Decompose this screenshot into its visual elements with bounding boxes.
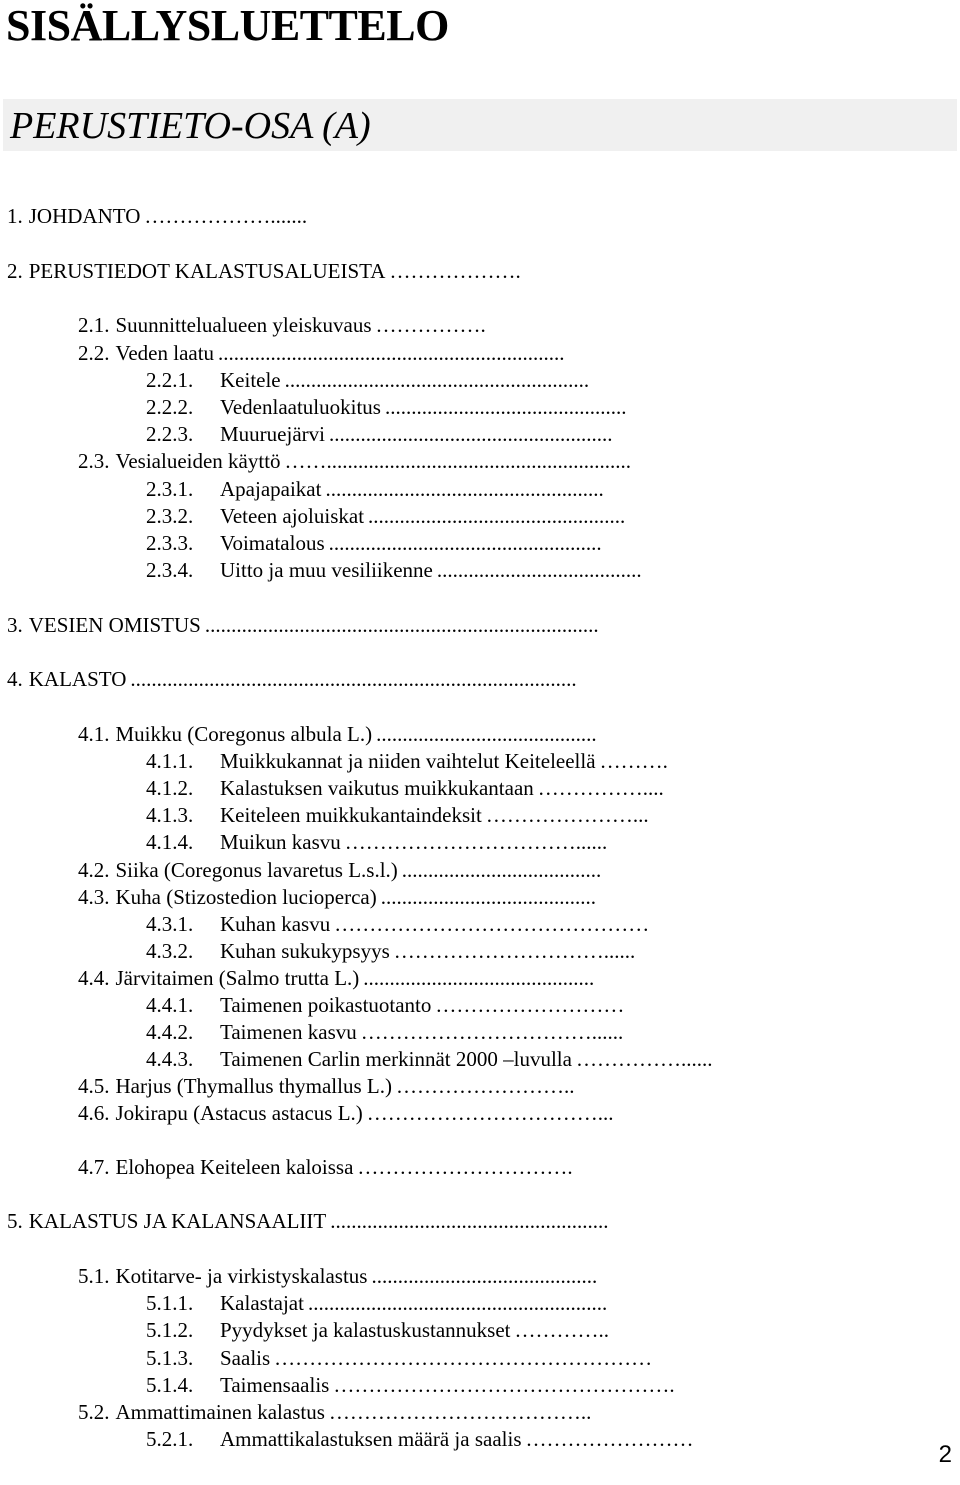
- toc-entry: [78, 312, 785, 339]
- toc-entry: [78, 1100, 785, 1127]
- toc-entry-title: Kuhan sukukypsyys: [220, 939, 390, 963]
- document-title: SISÄLLYSLUETTELO: [6, 1, 449, 50]
- toc-entry-number: 2.1.: [78, 313, 110, 337]
- toc-entry-title: JOHDANTO: [28, 204, 141, 228]
- toc-entry-leader: .....................................................: [325, 477, 604, 501]
- toc-entry-number: 3.: [7, 613, 23, 637]
- toc-entry-title: Järvitaimen (Salmo trutta L.): [115, 966, 360, 990]
- toc-entry-number: 4.1.1.: [146, 749, 194, 773]
- toc-entry-title: Keitele: [220, 368, 281, 392]
- toc-entry-number: 4.4.: [78, 966, 110, 990]
- toc-entry-leader: ..............................................: [384, 395, 627, 419]
- toc-entry: [78, 1073, 785, 1100]
- toc-entry-title: Harjus (Thymallus thymallus L.): [115, 1074, 392, 1098]
- toc-entry-leader: .......................................: [436, 558, 642, 582]
- toc-entry: [78, 448, 785, 475]
- toc-entry: [78, 1154, 785, 1181]
- toc-entry-number: 1.: [7, 204, 23, 228]
- toc-entry-leader: ....................................................: [328, 531, 602, 555]
- toc-entry-title: VESIEN OMISTUS: [28, 613, 201, 637]
- toc-entry-title: Muikun kasvu: [220, 830, 341, 854]
- toc-entry: [146, 1019, 785, 1046]
- toc-entry-title: Kuhan kasvu: [220, 912, 331, 936]
- toc-entry-number: 2.2.: [78, 341, 110, 365]
- toc-entry-title: PERUSTIEDOT KALASTUSALUEISTA: [28, 259, 386, 283]
- toc-entry-number: 5.: [7, 1209, 23, 1233]
- toc-entry: [7, 1208, 785, 1235]
- toc-entry-number: 5.2.1.: [146, 1427, 194, 1451]
- toc-entry-number: 2.3.3.: [146, 531, 194, 555]
- section-heading: PERUSTIETO-OSA (A): [10, 105, 371, 147]
- toc-entry: [146, 503, 785, 530]
- toc-entry-leader: ..................................................................: [218, 341, 565, 365]
- toc-entry-leader: ……….: [599, 749, 668, 773]
- toc-entry-title: Kalastuksen vaikutus muikkukantaan: [220, 776, 534, 800]
- toc-entry: [78, 965, 785, 992]
- toc-entry-leader: ............................................: [363, 966, 595, 990]
- toc-entry: [146, 911, 785, 938]
- toc-entry-number: 2.2.1.: [146, 368, 194, 392]
- toc-entry-title: KALASTO: [28, 667, 127, 691]
- toc-entry-number: 2.2.3.: [146, 422, 194, 446]
- toc-entry-leader: ...........................................: [371, 1264, 598, 1288]
- toc-entry: [146, 829, 785, 856]
- toc-entry-number: 4.6.: [78, 1101, 110, 1125]
- toc-entry-leader: ……………………: [525, 1427, 694, 1451]
- toc-entry-leader: ……………………………......: [360, 1020, 624, 1044]
- toc-entry-number: 4.3.1.: [146, 912, 194, 936]
- toc-entry-number: 2.3.2.: [146, 504, 194, 528]
- toc-entry-leader: ………………………………………: [334, 912, 650, 936]
- toc-entry-number: 2.2.2.: [146, 395, 194, 419]
- toc-entry-number: 4.: [7, 667, 23, 691]
- toc-entry-title: Voimatalous: [220, 531, 325, 555]
- toc-entry: [146, 1345, 785, 1372]
- toc-entry-title: Pyydykset ja kalastuskustannukset: [220, 1318, 511, 1342]
- toc-entry-leader: ..........................................: [376, 722, 597, 746]
- toc-entry-leader: ………………………: [435, 993, 625, 1017]
- toc-entry: [146, 476, 785, 503]
- toc-entry-leader: …………………...: [485, 803, 649, 827]
- toc-entry-leader: ……………………………...: [366, 1101, 614, 1125]
- toc-entry-title: Vesialueiden käyttö: [115, 449, 281, 473]
- toc-entry: [146, 1372, 785, 1399]
- toc-entry-number: 5.1.4.: [146, 1373, 194, 1397]
- toc-entry-leader: .........................................: [380, 885, 596, 909]
- toc-entry: [7, 258, 785, 285]
- toc-entry-leader: .................................................: [368, 504, 626, 528]
- toc-entry-title: Kuha (Stizostedion lucioperca): [115, 885, 377, 909]
- toc-entry-number: 5.2.: [78, 1400, 110, 1424]
- toc-entry-title: Keiteleen muikkukantaindeksit: [220, 803, 482, 827]
- toc-entry-leader: ……………....: [537, 776, 664, 800]
- toc-entry-title: Ammattimainen kalastus: [115, 1400, 325, 1424]
- toc-entry-leader: ......................................................: [328, 422, 613, 446]
- toc-entry: [7, 203, 785, 230]
- toc-entry-leader: ………………………….: [357, 1155, 573, 1179]
- toc-entry-title: Saalis: [220, 1346, 271, 1370]
- toc-entry-leader: ……………......: [575, 1047, 713, 1071]
- toc-entry-title: Kotitarve- ja virkistyskalastus: [115, 1264, 368, 1288]
- toc-entry-title: Taimensaalis: [220, 1373, 330, 1397]
- toc-entry: [78, 1263, 785, 1290]
- toc-entry-number: 4.4.3.: [146, 1047, 194, 1071]
- page-number: 2: [938, 1441, 952, 1468]
- toc-entry: [146, 1046, 785, 1073]
- toc-entry: [146, 1426, 785, 1453]
- toc-entry-leader: ………………………………………….: [333, 1373, 675, 1397]
- toc-entry-title: Taimenen poikastuotanto: [220, 993, 432, 1017]
- toc-entry-title: Elohopea Keiteleen kaloissa: [115, 1155, 354, 1179]
- toc-entry-leader: ..........................................................: [284, 368, 590, 392]
- toc-entry-number: 2.3.1.: [146, 477, 194, 501]
- toc-entry-leader: ……………………..: [395, 1074, 575, 1098]
- toc-entry-title: Kalastajat: [220, 1291, 304, 1315]
- toc-entry: [146, 1317, 785, 1344]
- toc-entry-number: 4.1.4.: [146, 830, 194, 854]
- toc-entry-number: 4.7.: [78, 1155, 110, 1179]
- toc-entry-number: 2.3.4.: [146, 558, 194, 582]
- toc-entry-number: 4.4.1.: [146, 993, 194, 1017]
- toc-entry-leader: …………….: [375, 313, 486, 337]
- toc-entry-title: Suunnittelualueen yleiskuvaus: [115, 313, 372, 337]
- toc-entry-number: 4.1.: [78, 722, 110, 746]
- toc-entry: [146, 775, 785, 802]
- toc-entry: [146, 394, 785, 421]
- toc-entry: [7, 612, 785, 639]
- toc-entry-title: Taimenen kasvu: [220, 1020, 357, 1044]
- toc-entry-leader: ……………….......: [144, 204, 308, 228]
- toc-entry-number: 4.4.2.: [146, 1020, 194, 1044]
- toc-entry-number: 5.1.: [78, 1264, 110, 1288]
- toc-entry-leader: ......................................: [401, 858, 602, 882]
- toc-entry-number: 4.5.: [78, 1074, 110, 1098]
- toc-entry: [146, 1290, 785, 1317]
- toc-entry-title: Veteen ajoluiskat: [220, 504, 365, 528]
- toc-entry-leader: .....................................................................................: [130, 667, 577, 691]
- toc-entry-leader: ………………………………………………: [274, 1346, 653, 1370]
- toc-entry-title: Veden laatu: [115, 341, 215, 365]
- toc-entry: [78, 340, 785, 367]
- toc-entry-title: KALASTUS JA KALANSAALIIT: [28, 1209, 327, 1233]
- toc-entry: [146, 938, 785, 965]
- toc-entry-number: 4.1.3.: [146, 803, 194, 827]
- toc-entry: [78, 884, 785, 911]
- toc-entry-leader: …………………………......: [393, 939, 636, 963]
- toc-entry: [146, 748, 785, 775]
- toc-entry-number: 5.1.1.: [146, 1291, 194, 1315]
- toc-entry-number: 4.3.: [78, 885, 110, 909]
- toc-entry-title: Siika (Coregonus lavaretus L.s.l.): [115, 858, 398, 882]
- toc-entry: [146, 802, 785, 829]
- toc-entry: [78, 721, 785, 748]
- toc-entry-number: 2.3.: [78, 449, 110, 473]
- toc-entry-title: Taimenen Carlin merkinnät 2000 –luvulla: [220, 1047, 572, 1071]
- toc-entry-leader: ………………………………..: [328, 1400, 592, 1424]
- toc-entry: [7, 666, 785, 693]
- toc-entry-number: 5.1.3.: [146, 1346, 194, 1370]
- toc-entry-leader: ……………….: [389, 259, 521, 283]
- toc-entry-leader: ……………………………......: [344, 830, 608, 854]
- toc-entry: [146, 367, 785, 394]
- toc-entry-number: 4.2.: [78, 858, 110, 882]
- toc-entry-number: 2.: [7, 259, 23, 283]
- toc-entry: [146, 421, 785, 448]
- toc-entry-leader: .........................................................: [307, 1291, 608, 1315]
- toc-entry-title: Vedenlaatuluokitus: [220, 395, 381, 419]
- toc-entry: [146, 992, 785, 1019]
- toc-entry-leader: ……..........................................................: [284, 449, 632, 473]
- toc-entry-leader: ...........................................................................: [204, 613, 599, 637]
- toc-entry-number: 4.1.2.: [146, 776, 194, 800]
- toc-entry-title: Muuruejärvi: [220, 422, 325, 446]
- toc-entry-title: Uitto ja muu vesiliikenne: [220, 558, 433, 582]
- toc-entry-title: Ammattikalastuksen määrä ja saalis: [220, 1427, 522, 1451]
- toc-entry-number: 4.3.2.: [146, 939, 194, 963]
- toc-entry: [146, 530, 785, 557]
- toc-entry: [146, 557, 785, 584]
- toc-entry: [78, 1399, 785, 1426]
- toc-entry-title: Muikku (Coregonus albula L.): [115, 722, 373, 746]
- toc-entry-leader: .....................................................: [330, 1209, 609, 1233]
- toc-entry: [78, 857, 785, 884]
- toc-entry-title: Jokirapu (Astacus astacus L.): [115, 1101, 363, 1125]
- toc-entry-title: Apajapaikat: [220, 477, 322, 501]
- toc-entry-title: Muikkukannat ja niiden vaihtelut Keiteleellä: [220, 749, 596, 773]
- toc-entry-number: 5.1.2.: [146, 1318, 194, 1342]
- toc-entry-leader: …………..: [514, 1318, 609, 1342]
